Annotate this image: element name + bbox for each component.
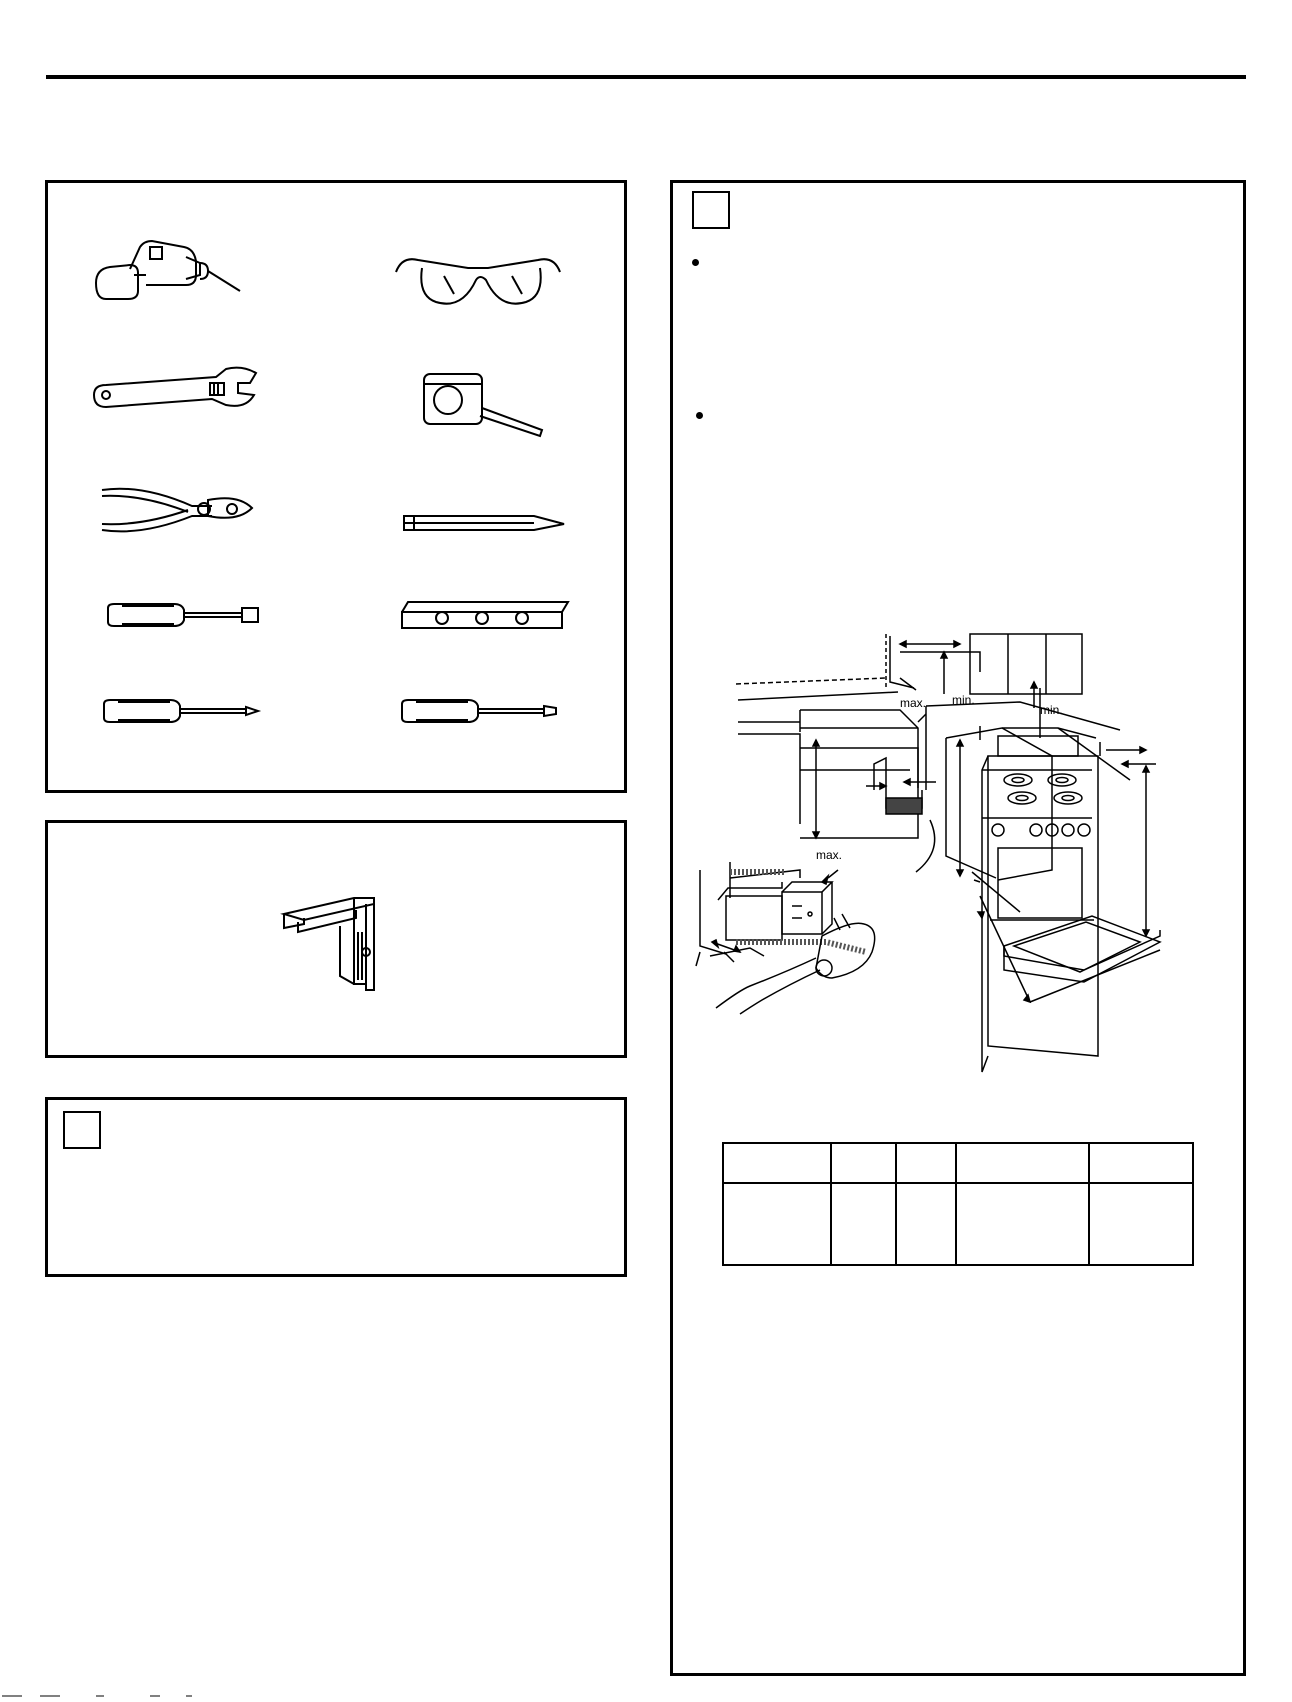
- table-header-cell: [831, 1143, 897, 1183]
- table-header-cell: [896, 1143, 956, 1183]
- table-cell: [831, 1183, 897, 1265]
- table-cell: [956, 1183, 1089, 1265]
- table-cell: [1089, 1183, 1193, 1265]
- anti-tip-bracket-icon: [280, 892, 390, 992]
- bullet: [696, 412, 703, 419]
- phillips-screwdriver-icon: [100, 696, 270, 726]
- safety-glasses-icon: [392, 250, 562, 310]
- step-number-box: [63, 1111, 101, 1149]
- step-box-left: [45, 1097, 627, 1277]
- nut-driver-icon: [104, 600, 264, 630]
- pliers-icon: [98, 482, 258, 537]
- table-header-cell: [956, 1143, 1089, 1183]
- scan-edge-marks: [0, 1692, 200, 1702]
- bullet: [692, 259, 699, 266]
- min-label-right: min.: [1040, 703, 1063, 717]
- table-header-cell: [723, 1143, 831, 1183]
- max-label-left: max.: [816, 848, 843, 862]
- max-label-top: max.: [900, 696, 927, 710]
- dimensions-table: [722, 1142, 1194, 1266]
- tape-measure-icon: [420, 370, 550, 440]
- step-number-box: [692, 191, 730, 229]
- table-row: [723, 1183, 1193, 1265]
- table-header-row: [723, 1143, 1193, 1183]
- min-label-top: min.: [952, 693, 975, 707]
- adjustable-wrench-icon: [88, 365, 268, 415]
- pencil-icon: [400, 510, 570, 534]
- table-cell: [896, 1183, 956, 1265]
- header-rule: [46, 75, 1246, 79]
- table-header-cell: [1089, 1143, 1193, 1183]
- flat-screwdriver-icon: [398, 696, 568, 726]
- drill-icon: [90, 235, 250, 315]
- table-cell: [723, 1183, 831, 1265]
- level-icon: [398, 598, 568, 632]
